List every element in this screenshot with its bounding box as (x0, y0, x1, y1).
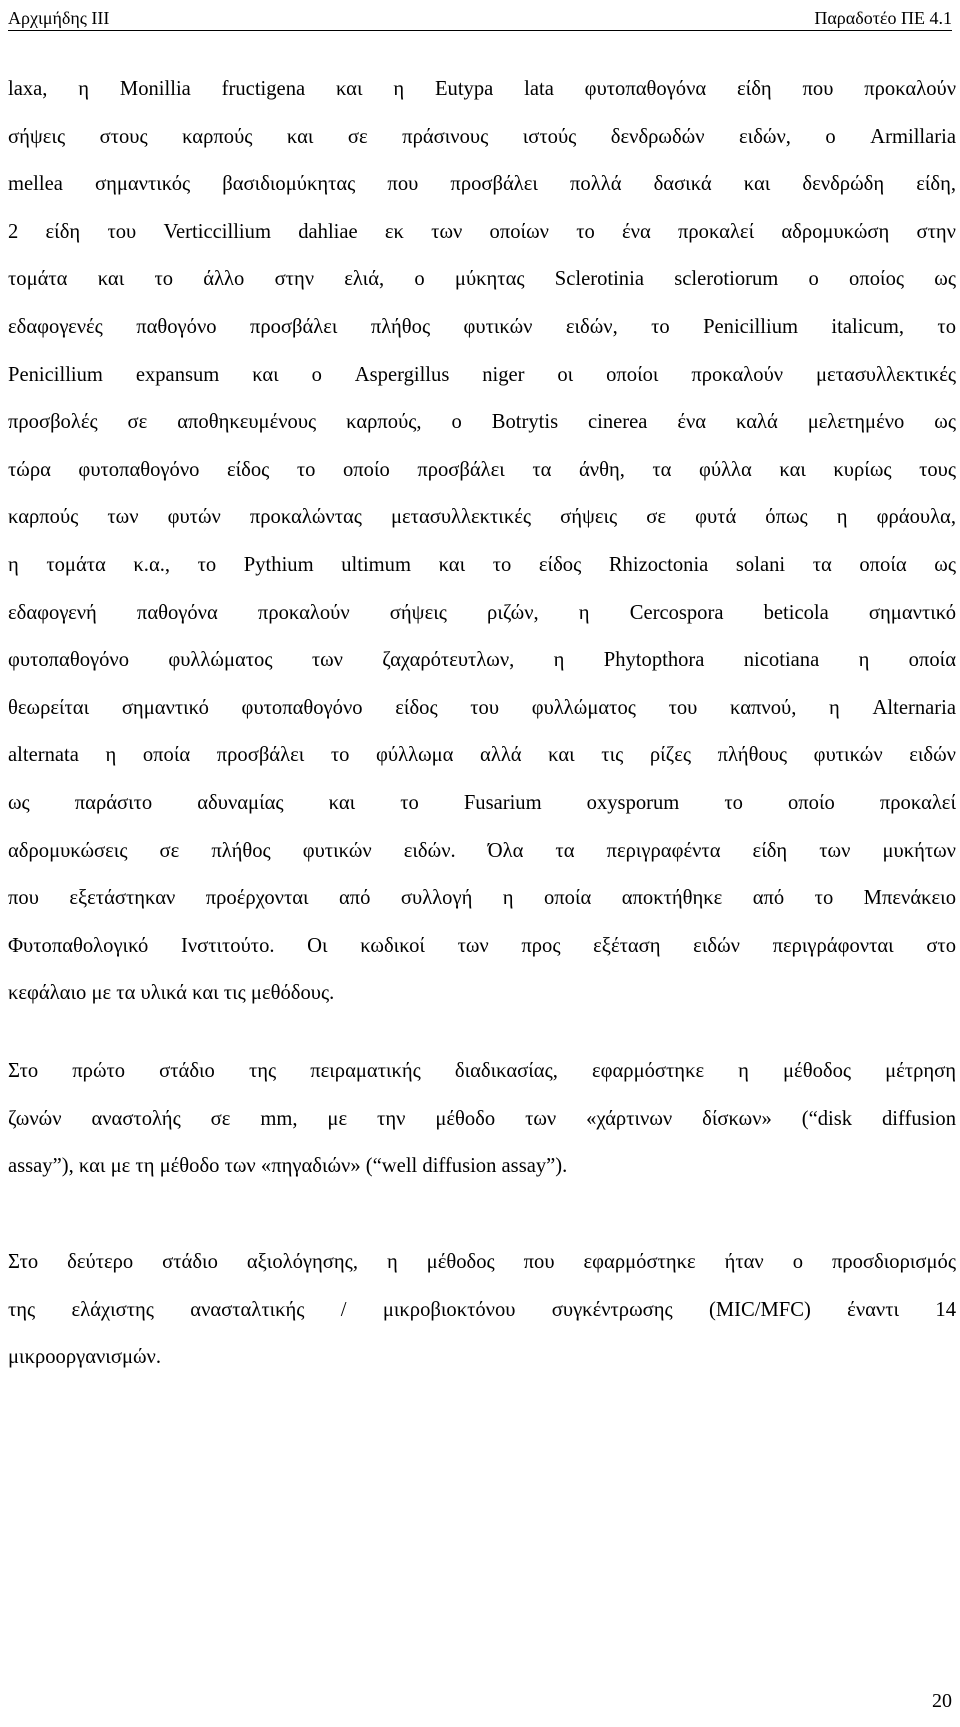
text-line: Φυτοπαθολογικό Ινστιτούτο. Οι κωδικοί των προς εξέταση ειδών περιγράφονται στο (8, 934, 956, 957)
text-line: εδαφογενές παθογόνο προσβάλει πλήθος φυτικών ειδών, το Penicillium italicum, το (8, 315, 956, 338)
paragraph-stage-two (8, 1239, 956, 1382)
text-line: ως παράσιτο αδυναμίας και το Fusarium oxysporum το οποίο προκαλεί (8, 791, 956, 814)
text-line: που εξετάστηκαν προέρχονται από συλλογή η οποία αποκτήθηκε από το Μπενάκειο (8, 887, 956, 910)
body-text (8, 66, 956, 1018)
text-line: καρπούς των φυτών προκαλώντας μετασυλλεκτικές σήψεις σε φυτά όπως η φράουλα, (8, 506, 956, 529)
text-line: εδαφογενή παθογόνα προκαλούν σήψεις ριζών, η Cercospora beticola σημαντικό (8, 601, 956, 624)
paragraph-stage-one (8, 1048, 956, 1191)
text-line: laxa, η Monillia fructigena και η Eutypa lata φυτοπαθογόνα είδη που προκαλούν (8, 78, 956, 100)
body-text-3 (8, 1239, 956, 1382)
text-line: της ελάχιστης ανασταλτικής / μικροβιοκτόνου συγκέντρωσης (MIC/MFC) έναντι 14 (8, 1298, 956, 1321)
text-line: ζωνών αναστολής σε mm, με την μέθοδο των «χάρτινων δίσκων» (“disk diffusion (8, 1107, 956, 1130)
header-project-title: Αρχιμήδης ΙΙΙ (8, 8, 110, 28)
text-line: assay”), και με τη μέθοδο των «πηγαδιών» (“well diffusion assay”). (8, 1155, 568, 1178)
running-header (8, 8, 952, 31)
text-line: alternata η οποία προσβάλει το φύλλωμα αλλά και τις ρίζες πλήθους φυτικών ειδών (8, 744, 956, 767)
text-line: φυτοπαθογόνο φυλλώματος των ζαχαρότευτλων, η Phytopthora nicotiana η οποία (8, 649, 956, 672)
text-line: Penicillium expansum και ο Aspergillus niger οι οποίοι προκαλούν μετασυλλεκτικές (8, 363, 956, 386)
header-deliverable-label: Παραδοτέο ΠΕ 4.1 (814, 8, 952, 28)
text-line: κεφάλαιο με τα υλικά και τις μεθόδους. (8, 982, 335, 1005)
text-line: mellea σημαντικός βασιδιομύκητας που προσβάλει πολλά δασικά και δενδρώδη είδη, (8, 173, 956, 196)
text-line: αδρομυκώσεις σε πλήθος φυτικών ειδών. Όλα τα περιγραφέντα είδη των μυκήτων (8, 839, 956, 862)
paragraph-species-list (8, 66, 956, 1018)
text-line: 2 είδη του Verticcillium dahliae εκ των οποίων το ένα προκαλεί αδρομυκώση στην (8, 220, 956, 243)
text-line: Στο πρώτο στάδιο της πειραματικής διαδικασίας, εφαρμόστηκε η μέθοδος μέτρηση (8, 1060, 956, 1082)
text-line: η τομάτα κ.α., το Pythium ultimum και το είδος Rhizoctonia solani τα οποία ως (8, 553, 956, 576)
text-line: μικροοργανισμών. (8, 1346, 162, 1369)
text-line: Στο δεύτερο στάδιο αξιολόγησης, η μέθοδος που εφαρμόστηκε ήταν ο προσδιορισμός (8, 1251, 956, 1273)
text-line: θεωρείται σημαντικό φυτοπαθογόνο είδος του φυλλώματος του καπνού, η Alternaria (8, 696, 956, 719)
body-text-2 (8, 1048, 956, 1191)
text-line: σήψεις στους καρπούς και σε πράσινους ιστούς δενδρωδών ειδών, ο Armillaria (8, 125, 956, 148)
page-number: 20 (932, 1690, 952, 1712)
text-line: προσβολές σε αποθηκευμένους καρπούς, ο Botrytis cinerea ένα καλά μελετημένο ως (8, 411, 956, 434)
text-line: τομάτα και το άλλο στην ελιά, ο μύκητας Sclerotinia sclerotiorum ο οποίος ως (8, 268, 956, 291)
text-line: τώρα φυτοπαθογόνο είδος το οποίο προσβάλει τα άνθη, τα φύλλα και κυρίως τους (8, 458, 956, 481)
